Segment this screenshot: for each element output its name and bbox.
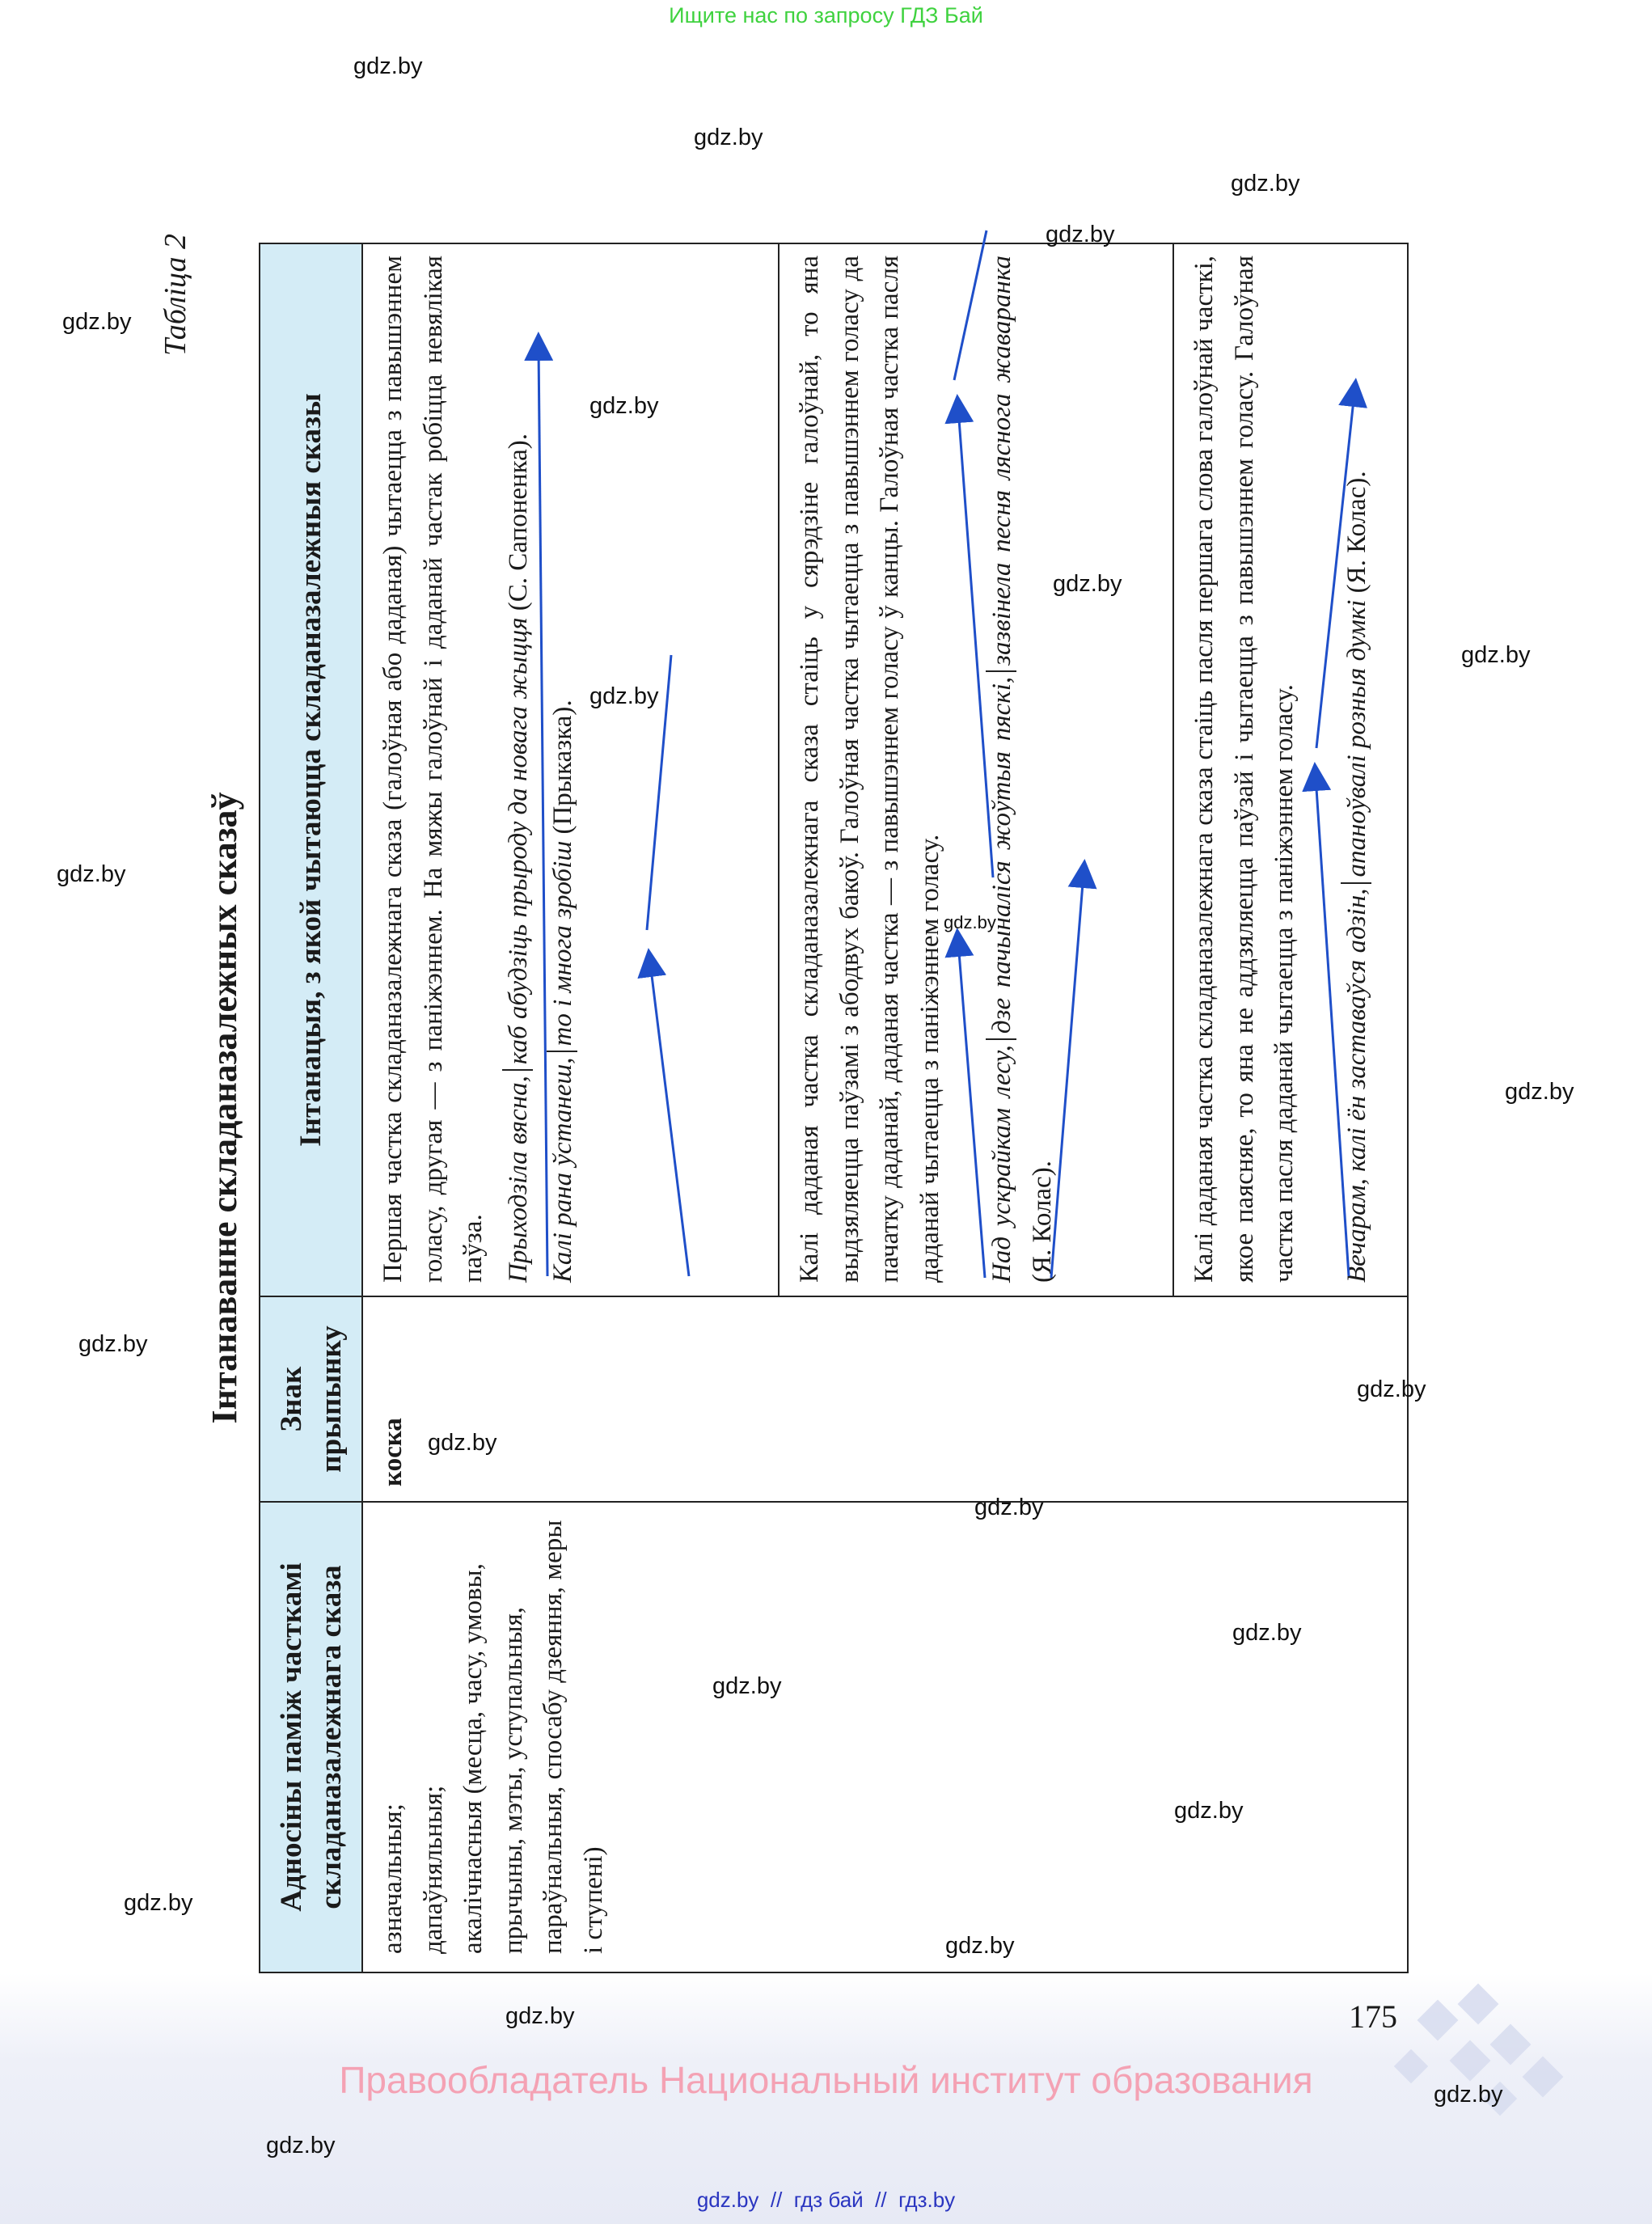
watermark[interactable]: gdz.by: [124, 1890, 193, 1916]
main-title: Інтанаванне складаназалежных сказаў: [205, 792, 244, 1424]
watermark[interactable]: gdz.by: [1232, 1620, 1302, 1646]
example-sentence: Калі рана ўстанеш,то і многа зробіш (Прыказка).: [548, 700, 577, 1283]
watermark[interactable]: gdz.by: [78, 1331, 148, 1357]
page-number: 175: [1349, 1998, 1397, 2035]
watermark[interactable]: gdz.by: [1174, 1798, 1244, 1824]
bottom-link-gdz-by[interactable]: гдз.by: [898, 2188, 956, 2212]
watermark[interactable]: gdz.by: [428, 1430, 497, 1456]
watermark[interactable]: gdz.by: [1434, 2082, 1503, 2108]
arrow-up: [1316, 776, 1349, 1276]
watermark[interactable]: gdz.by: [505, 2003, 575, 2029]
watermark[interactable]: gdz.by: [1505, 1079, 1574, 1105]
relation-item: акалічнасныя (месца, часу, умовы, прычыны, мэты, уступальныя, параўнальныя, спосабу дзеяння, меры і ступені): [458, 1520, 608, 1954]
header-intonation: Інтанацыя, з якой чытаюцца складаназалежныя сказы: [294, 393, 327, 1147]
watermark[interactable]: gdz.by: [589, 683, 659, 709]
header-punctuation: Знак прыпынку: [274, 1326, 348, 1473]
watermark[interactable]: gdz.by: [1461, 642, 1531, 668]
watermark[interactable]: gdz.by: [712, 1673, 782, 1699]
relation-item: азначальныя;: [378, 1803, 408, 1954]
arrow-down: [954, 230, 987, 380]
relation-item: дапаўняльныя;: [418, 1785, 448, 1954]
arrow-up: [958, 408, 993, 877]
watermark[interactable]: gdz.by: [1046, 222, 1115, 247]
watermark[interactable]: gdz.by: [353, 53, 423, 79]
arrow-up: [539, 346, 547, 1276]
watermark[interactable]: gdz.by: [1357, 1376, 1426, 1402]
arrow-up: [1316, 392, 1354, 748]
rule-text: Першая частка складаназалежнага сказа (галоўная або даданая) чытаецца з павышэннем голасу, другая — з паніжэннем. На мяжы галоўнай і даданай частак робіцца невялікая паўза.: [378, 256, 488, 1283]
table-label: Табліца 2: [158, 233, 192, 356]
watermark[interactable]: gdz.by: [266, 2133, 336, 2158]
arrow-up: [958, 942, 985, 1278]
watermark[interactable]: gdz.by: [974, 1495, 1044, 1520]
watermark[interactable]: gdz.by: [589, 393, 659, 419]
example-sentence: Вечарам, калі ён заставаўся адзін,апаноўвалі розныя думкі (Я. Колас).: [1341, 471, 1371, 1283]
arrow-up: [1051, 873, 1084, 1278]
rule-text: Калі даданая частка складаназалежнага сказа стаіць у сярэдзіне галоўнай, то яна выдзяляецца паўзамі з абодвух бакоў. Галоўная частка чытаецца з павышэннем голасу да пачатку даданай, даданая частка — з павышэннем голасу ў канцы. Галоўная частка пасля даданай чытаецца з паніжэннем голасу.: [795, 256, 944, 1283]
bottom-link-gdz[interactable]: gdz.by: [696, 2188, 759, 2212]
rule-text: Калі даданая частка складаназалежнага сказа стаіць пасля першага слова галоўнай часткі, якое паясняе, то яна не аддзяляецца паўзай і чытаецца з павышэннем голасу. Галоўная частка пасля даданай чытаецца з паніжэннем голасу.: [1189, 256, 1299, 1283]
watermark[interactable]: gdz.by: [57, 861, 126, 887]
watermark[interactable]: gdz.by: [1053, 571, 1122, 597]
example-sentence: Прыходзіла вясна,каб абудзіць прыроду да новага жыцця (С. Сапоненка).: [503, 433, 533, 1283]
separator: //: [770, 2188, 783, 2212]
bottom-link-gdz-bai[interactable]: гдз бай: [793, 2188, 864, 2212]
watermark[interactable]: gdz.by: [945, 1933, 1015, 1959]
watermark[interactable]: gdz.by: [62, 309, 132, 335]
example-sentence: Над ускрайкам лесу,дзе пачыналіся жоўтыя пяскі,зазвінела песня ляснога жаваранка (Я. Колас).: [987, 255, 1057, 1283]
arrow-up: [650, 962, 689, 1276]
top-banner[interactable]: Ищите нас по запросу ГДЗ Бай: [669, 3, 983, 27]
watermark[interactable]: gdz.by: [694, 125, 763, 150]
separator: //: [875, 2188, 887, 2212]
punctuation-cell: коска: [378, 1418, 408, 1486]
copyright-notice: Правообладатель Национальный институт образования: [339, 2059, 1313, 2101]
watermark[interactable]: gdz.by: [944, 912, 996, 932]
watermark[interactable]: gdz.by: [1231, 171, 1300, 197]
header-relations: Адносіны паміж часткамі складаназалежнага сказа: [274, 1562, 348, 1912]
